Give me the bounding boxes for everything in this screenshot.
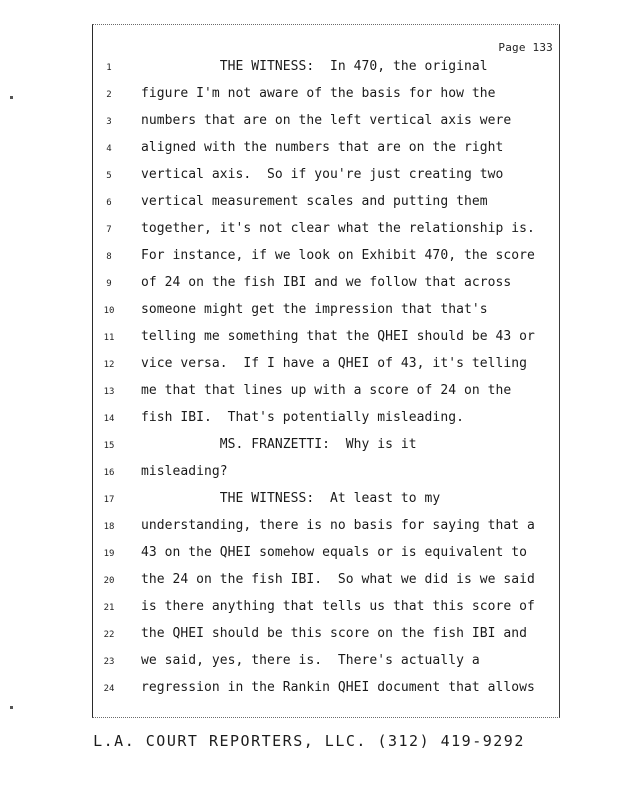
line-text: we said, yes, there is. There's actually a — [141, 653, 480, 668]
line-number: 20 — [103, 576, 115, 586]
line-number: 2 — [106, 90, 112, 100]
line-number: 7 — [106, 225, 112, 235]
line-text: of 24 on the fish IBI and we follow that across — [141, 275, 512, 290]
line-text: me that that lines up with a score of 24 on the — [141, 383, 512, 398]
line-text: aligned with the numbers that are on the right — [141, 140, 504, 155]
line-text: the QHEI should be this score on the fish IBI and — [141, 626, 527, 641]
transcript-line — [93, 300, 561, 327]
transcript-line — [93, 678, 561, 705]
line-text: regression in the Rankin QHEI document that allows — [141, 680, 535, 695]
transcript-line — [93, 138, 561, 165]
line-text: THE WITNESS: At least to my — [141, 491, 441, 506]
line-number: 11 — [103, 333, 115, 343]
line-number: 12 — [103, 360, 115, 370]
line-number: 4 — [106, 144, 112, 154]
line-text: 43 on the QHEI somehow equals or is equivalent to — [141, 545, 527, 560]
transcript-line — [93, 381, 561, 408]
transcript-line — [93, 246, 561, 273]
line-number: 17 — [103, 495, 115, 505]
line-number: 19 — [103, 549, 115, 559]
line-text: understanding, there is no basis for saying that a — [141, 518, 535, 533]
transcript-line — [93, 273, 561, 300]
line-number: 6 — [106, 198, 112, 208]
transcript-line — [93, 651, 561, 678]
transcript-line — [93, 435, 561, 462]
scan-mark-bottom — [10, 706, 13, 709]
line-text: misleading? — [141, 464, 228, 479]
transcript-line — [93, 597, 561, 624]
line-text: vice versa. If I have a QHEI of 43, it's telling — [141, 356, 527, 371]
court-reporter-footer: L.A. COURT REPORTERS, LLC. (312) 419-9292 — [93, 732, 525, 750]
transcript-line — [93, 489, 561, 516]
transcript-line — [93, 57, 561, 84]
line-text: the 24 on the fish IBI. So what we did is we said — [141, 572, 535, 587]
line-number: 24 — [103, 684, 115, 694]
page-number: Page 133 — [498, 41, 553, 54]
line-number: 18 — [103, 522, 115, 532]
line-number: 9 — [106, 279, 112, 289]
line-text: is there anything that tells us that this score of — [141, 599, 535, 614]
line-text: together, it's not clear what the relationship is. — [141, 221, 535, 236]
line-number: 15 — [103, 441, 115, 451]
line-text: THE WITNESS: In 470, the original — [141, 59, 488, 74]
transcript-line — [93, 543, 561, 570]
line-number: 16 — [103, 468, 115, 478]
transcript-line — [93, 354, 561, 381]
line-text: vertical measurement scales and putting them — [141, 194, 488, 209]
line-text: For instance, if we look on Exhibit 470, the score — [141, 248, 535, 263]
line-text: numbers that are on the left vertical axis were — [141, 113, 512, 128]
line-number: 5 — [106, 171, 112, 181]
line-number: 3 — [106, 117, 112, 127]
transcript-line — [93, 192, 561, 219]
line-text: fish IBI. That's potentially misleading. — [141, 410, 464, 425]
transcript-line — [93, 219, 561, 246]
transcript-line — [93, 462, 561, 489]
transcript-line — [93, 165, 561, 192]
line-number: 8 — [106, 252, 112, 262]
line-number: 23 — [103, 657, 115, 667]
line-text: someone might get the impression that that's — [141, 302, 488, 317]
line-text: MS. FRANZETTI: Why is it — [141, 437, 417, 452]
transcript-line — [93, 84, 561, 111]
line-number: 22 — [103, 630, 115, 640]
transcript-page — [92, 24, 560, 718]
transcript-line — [93, 516, 561, 543]
line-number: 1 — [106, 63, 112, 73]
line-number: 10 — [103, 306, 115, 316]
line-number: 13 — [103, 387, 115, 397]
line-text: figure I'm not aware of the basis for how the — [141, 86, 496, 101]
line-number: 21 — [103, 603, 115, 613]
scan-mark-top — [10, 96, 13, 99]
line-number: 14 — [103, 414, 115, 424]
line-text: vertical axis. So if you're just creating two — [141, 167, 504, 182]
transcript-line — [93, 408, 561, 435]
transcript-line — [93, 624, 561, 651]
transcript-line — [93, 111, 561, 138]
transcript-line — [93, 570, 561, 597]
line-text: telling me something that the QHEI should be 43 or — [141, 329, 535, 344]
transcript-line — [93, 327, 561, 354]
